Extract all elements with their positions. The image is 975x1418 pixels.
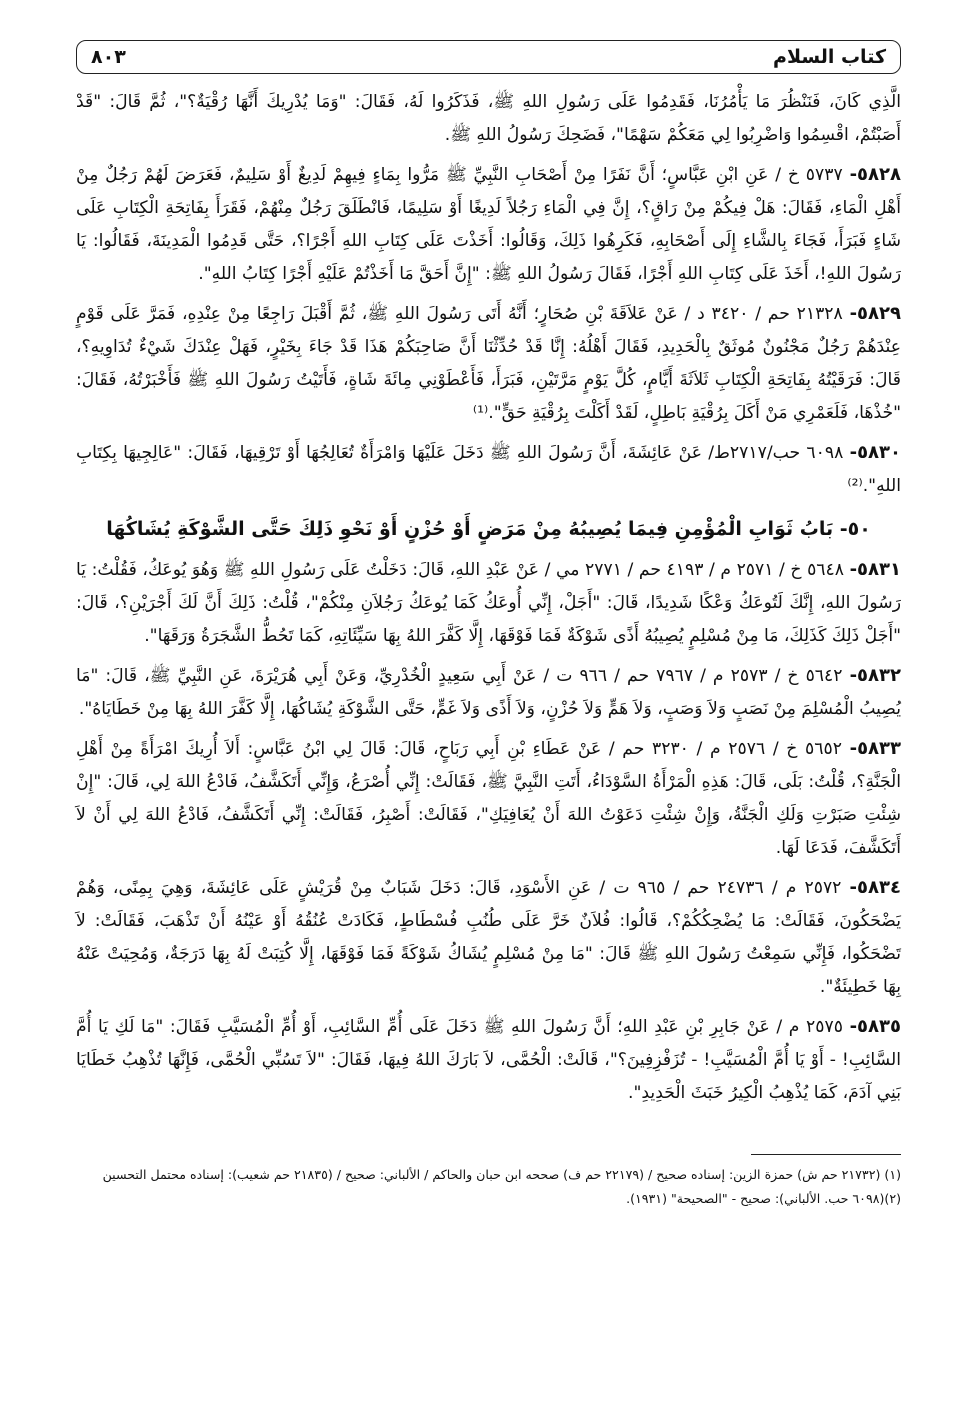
hadith-number: ٥٨٢٩- <box>849 303 901 324</box>
hadith-text: ٥٦٤٢ خ / ٢٥٧٣ م / ٧٩٦٧ حم / ٩٦٦ ت / عَنْ أَبِي سَعِيدٍ الْخُدْرِيِّ، وَعَنْ أَبِي هُرَيْرَةَ، عَنِ النَّبِيِّ ﷺ، قَالَ: "مَا يُصِيبُ الْمُسْلِمَ مِنْ نَصَبٍ وَلاَ وَصَبٍ، وَلاَ هَمٍّ وَلاَ حُزْنٍ، وَلاَ أَذًى وَلاَ غَمٍّ، حَتَّى الشَّوْكَةِ يُشَاكُهَا، إِلَّا كَفَّرَ اللهُ بِهَا مِنْ خَطَايَاهُ". <box>76 666 901 719</box>
page-number: ٨٠٣ <box>91 46 126 68</box>
hadith-paragraph <box>76 1010 901 1110</box>
hadith-text: ٥٧٣٧ خ / عَنِ ابْنِ عَبَّاسٍ؛ أَنَّ نَفَرًا مِنْ أَصْحَابِ النَّبِيِّ ﷺ مَرُّوا بِمَاءٍ فِيهِمْ لَدِيغٌ أَوْ سَلِيمٌ، فَعَرَضَ لَهُمْ رَجُلٌ مِنْ أَهْلِ الْمَاءِ، فَقَالَ: هَلْ فِيكُمْ مِنْ رَاقٍ؟، إِنَّ فِي الْمَاءِ رَجُلاً لَدِيغًا أَوْ سَلِيمًا، فَانْطَلَقَ رَجُلٌ مِنْهُمْ، فَقَرَأَ بِفَاتِحَةِ الْكِتَابِ عَلَى شَاءٍ فَبَرَأَ، فَجَاءَ بِالشَّاءِ إِلَى أَصْحَابِهِ، فَكَرِهُوا ذَلِكَ، وَقَالُوا: أَخَذْتَ عَلَى كِتَابِ اللهِ أَجْرًا؟، حَتَّى قَدِمُوا الْمَدِينَةَ، فَقَالُوا: يَا رَسُولَ اللهِ!، أَخَذَ عَلَى كِتَابِ اللهِ أَجْرًا، فَقَالَ رَسُولُ اللهِ ﷺ: "إِنَّ أَحَقَّ مَا أَخَذْتُمْ عَلَيْهِ أَجْرًا كِتَابُ اللهِ". <box>76 165 901 284</box>
hadith-paragraph <box>76 659 901 726</box>
page <box>76 40 901 1380</box>
hadith-paragraph <box>76 86 901 152</box>
hadith-paragraph <box>76 436 901 503</box>
hadith-text: ٢٥٧٢ م / ٢٤٧٣٦ حم / ٩٦٥ ت / عَنِ الأَسْوَدِ، قَالَ: دَخَلَ شَبَابٌ مِنْ قُرَيْشٍ عَلَى عَائِشَةَ، وَهِيَ بِمِنًى، وَهُمْ يَضْحَكُونَ، فَقَالَتْ: مَا يُضْحِكُكُمْ؟، قَالُوا: فُلاَنٌ خَرَّ عَلَى طُنُبِ فُسْطَاطٍ، فَكَادَتْ عُنُقُهُ أَوْ عَيْنُهُ أَنْ تَذْهَبَ، فَقَالَتْ: لاَ تَضْحَكُوا، فَإِنِّي سَمِعْتُ رَسُولَ اللهِ ﷺ قَالَ: "مَا مِنْ مُسْلِمٍ يُشَاكُ شَوْكَةً فَمَا فَوْقَهَا، إِلَّا كُتِبَتْ لَهُ بِهَا دَرَجَةٌ، وَمُحِيَتْ عَنْهُ بِهَا خَطِيئَةٌ". <box>76 878 901 997</box>
hadith-number: ٥٨٣١- <box>849 559 901 580</box>
footnote: (١) (٢١٧٣٢ حم ش) حمزة الزين: إسناده صحيح / (٢٢١٧٩ حم ف) صححه ابن حبان والحاكم / الألباني: صحيح / (٢١٨٣٥ حم شعيب): إسناده محتمل التحسين <box>102 1167 901 1182</box>
hadith-paragraph <box>76 158 901 291</box>
chapter-heading: ٥٠- بَابُ ثَوَابِ الْمُؤْمِنِ فِيمَا يُصِيبُهُ مِنْ مَرَضٍ أَوْ حُزْنٍ أَوْ نَحْوِ ذَلِكَ حَتَّى الشَّوْكَةِ يُشَاكُهَا <box>106 518 871 540</box>
hadith-number: ٥٨٣٥- <box>849 1016 901 1037</box>
hadith-text: ٢٥٧٥ م / عَنْ جَابِرِ بْنِ عَبْدِ اللهِ؛ أَنَّ رَسُولَ اللهِ ﷺ دَخَلَ عَلَى أُمِّ السَّائِبِ، أَوْ أُمِّ الْمُسَيَّبِ فَقَالَ: "مَا لَكِ يَا أُمَّ السَّائِبِ! - أَوْ يَا أُمَّ الْمُسَيَّبِ! - تُزَفْزِفِينَ؟"، قَالَتْ: الْحُمَّى، لاَ بَارَكَ اللهُ فِيهَا، فَقَالَ: "لاَ تَسُبِّي الْحُمَّى، فَإِنَّهَا تُذْهِبُ خَطَايَا بَنِي آدَمَ، كَمَا يُذْهِبُ الْكِيرُ خَبَثَ الْحَدِيدِ". <box>76 1017 901 1103</box>
hadith-paragraph <box>76 871 901 1004</box>
hadith-number: ٥٨٣٢- <box>849 665 901 686</box>
page-body <box>76 86 901 1211</box>
hadith-text: ٥٦٥٢ خ / ٢٥٧٦ م / ٣٢٣٠ حم / عَنْ عَطَاءِ بْنِ أَبِي رَبَاحٍ، قَالَ: قَالَ لِي ابْنُ عَبَّاسٍ: أَلاَ أُرِيكَ امْرَأَةً مِنْ أَهْلِ الْجَنَّةِ؟، قُلْتُ: بَلَى، قَالَ: هَذِهِ الْمَرْأَةُ السَّوْدَاءُ، أَتَتِ النَّبِيَّ ﷺ، فَقَالَتْ: إِنِّي أُصْرَعُ، وَإِنِّي أَتَكَشَّفُ، فَادْعُ اللهَ لِي، قَالَ: "إِنْ شِئْتِ صَبَرْتِ وَلَكِ الْجَنَّةُ، وَإِنْ شِئْتِ دَعَوْتُ اللهَ أَنْ يُعَافِيَكِ"، فَقَالَتْ: أَصْبِرُ، فَقَالَتْ: إِنِّي أَتَكَشَّفُ، فَادْعُ اللهَ لِي أَنْ لاَ أَتَكَشَّفَ، فَدَعَا لَهَا. <box>76 739 901 858</box>
hadith-text: ٦٠٩٨ حب/٢٧١٧ط/ عَنْ عَائِشَةَ، أَنَّ رَسُولَ اللهِ ﷺ دَخَلَ عَلَيْهَا وَامْرَأَةٌ تُعَالِجُهَا أَوْ تَرْقِيهَا، فَقَالَ: "عَالِجِيهَا بِكِتَابِ اللهِ".⁽²⁾ <box>76 443 901 496</box>
hadith-paragraph <box>76 297 901 430</box>
hadith-text: ٢١٣٢٨ حم / ٣٤٢٠ د / عَنْ عَلاَقَةَ بْنِ صُحَارٍ؛ أَنَّهُ أَتَى رَسُولَ اللهِ ﷺ، ثُمَّ أَقْبَلَ رَاجِعًا مِنْ عِنْدِهِ، فَمَرَّ عَلَى قَوْمٍ عِنْدَهُمْ رَجُلٌ مَجْنُونٌ مُوثَقٌ بِالْحَدِيدِ، فَقَالَ أَهْلُهُ: إِنَّا قَدْ حُدِّثْنَا أَنَّ صَاحِبَكُمْ هَذَا قَدْ جَاءَ بِخَيْرٍ، فَهَلْ عِنْدَكَ شَيْءٌ تُدَاوِيهِ؟، قَالَ: فَرَقَيْتُهُ بِفَاتِحَةِ الْكِتَابِ ثَلاَثَةَ أَيَّامٍ، كُلَّ يَوْمٍ مَرَّتَيْنِ، فَبَرَأَ، فَأَعْطَوْنِي مِائَةَ شَاةٍ، فَأَتَيْتُ رَسُولَ اللهِ ﷺ فَأَخْبَرْتُهُ، فَقَالَ: "خُذْهَا، فَلَعَمْرِي مَنْ أَكَلَ بِرُقْيَةِ بَاطِلٍ، لَقَدْ أَكَلْتَ بِرُقْيَةِ حَقٍّ".⁽¹⁾ <box>76 304 901 423</box>
footnote-divider <box>751 1154 901 1155</box>
hadith-paragraph <box>76 732 901 865</box>
hadith-number: ٥٨٣٤- <box>849 877 901 898</box>
hadith-number: ٥٨٣٣- <box>849 738 902 759</box>
hadith-number: ٥٨٢٨- <box>849 164 901 185</box>
hadith-text: الَّذِي كَانَ، فَنَنْظُرَ مَا يَأْمُرُنَا، فَقَدِمُوا عَلَى رَسُولِ اللهِ ﷺ، فَذَكَرُوا لَهُ، فَقَالَ: "وَمَا يُدْرِيكَ أَنَّهَا رُقْيَةٌ؟"، ثُمَّ قَالَ: "قَدْ أَصَبْتُمْ، اقْسِمُوا وَاضْرِبُوا لِي مَعَكُمْ سَهْمًا"، فَضَحِكَ رَسُولُ اللهِ ﷺ. <box>76 92 901 145</box>
book-title: كتاب السلام <box>773 46 886 68</box>
hadith-number: ٥٨٣٠- <box>849 442 902 463</box>
footnote: (٢)(٦٠٩٨ حب. الألباني): صحيح - "الصحيحة" (١٩٣١). <box>626 1191 901 1206</box>
hadith-text: ٥٦٤٨ خ / ٢٥٧١ م / ٤١٩٣ حم / ٢٧٧١ مي / عَنْ عَبْدِ اللهِ، قَالَ: دَخَلْتُ عَلَى رَسُولِ اللهِ ﷺ وَهُوَ يُوعَكُ، فَقُلْتُ: يَا رَسُولَ اللهِ، إِنَّكَ لَتُوعَكُ وَعْكًا شَدِيدًا، قَالَ: "أَجَلْ، إِنِّي أُوعَكُ كَمَا يُوعَكُ رَجُلاَنِ مِنْكُمْ"، قُلْتُ: ذَلِكَ أَنَّ لَكَ أَجْرَيْنِ؟، قَالَ: "أَجَلْ ذَلِكَ كَذَلِكَ، مَا مِنْ مُسْلِمٍ يُصِيبُهُ أَذًى شَوْكَةٌ فَمَا فَوْقَهَا، إِلَّا كَفَّرَ اللهُ بِهَا سَيِّئَاتِهِ، كَمَا تَحُطُّ الشَّجَرَةُ وَرَقَهَا". <box>76 560 901 646</box>
hadith-paragraph <box>76 553 901 653</box>
page-header <box>76 40 901 74</box>
